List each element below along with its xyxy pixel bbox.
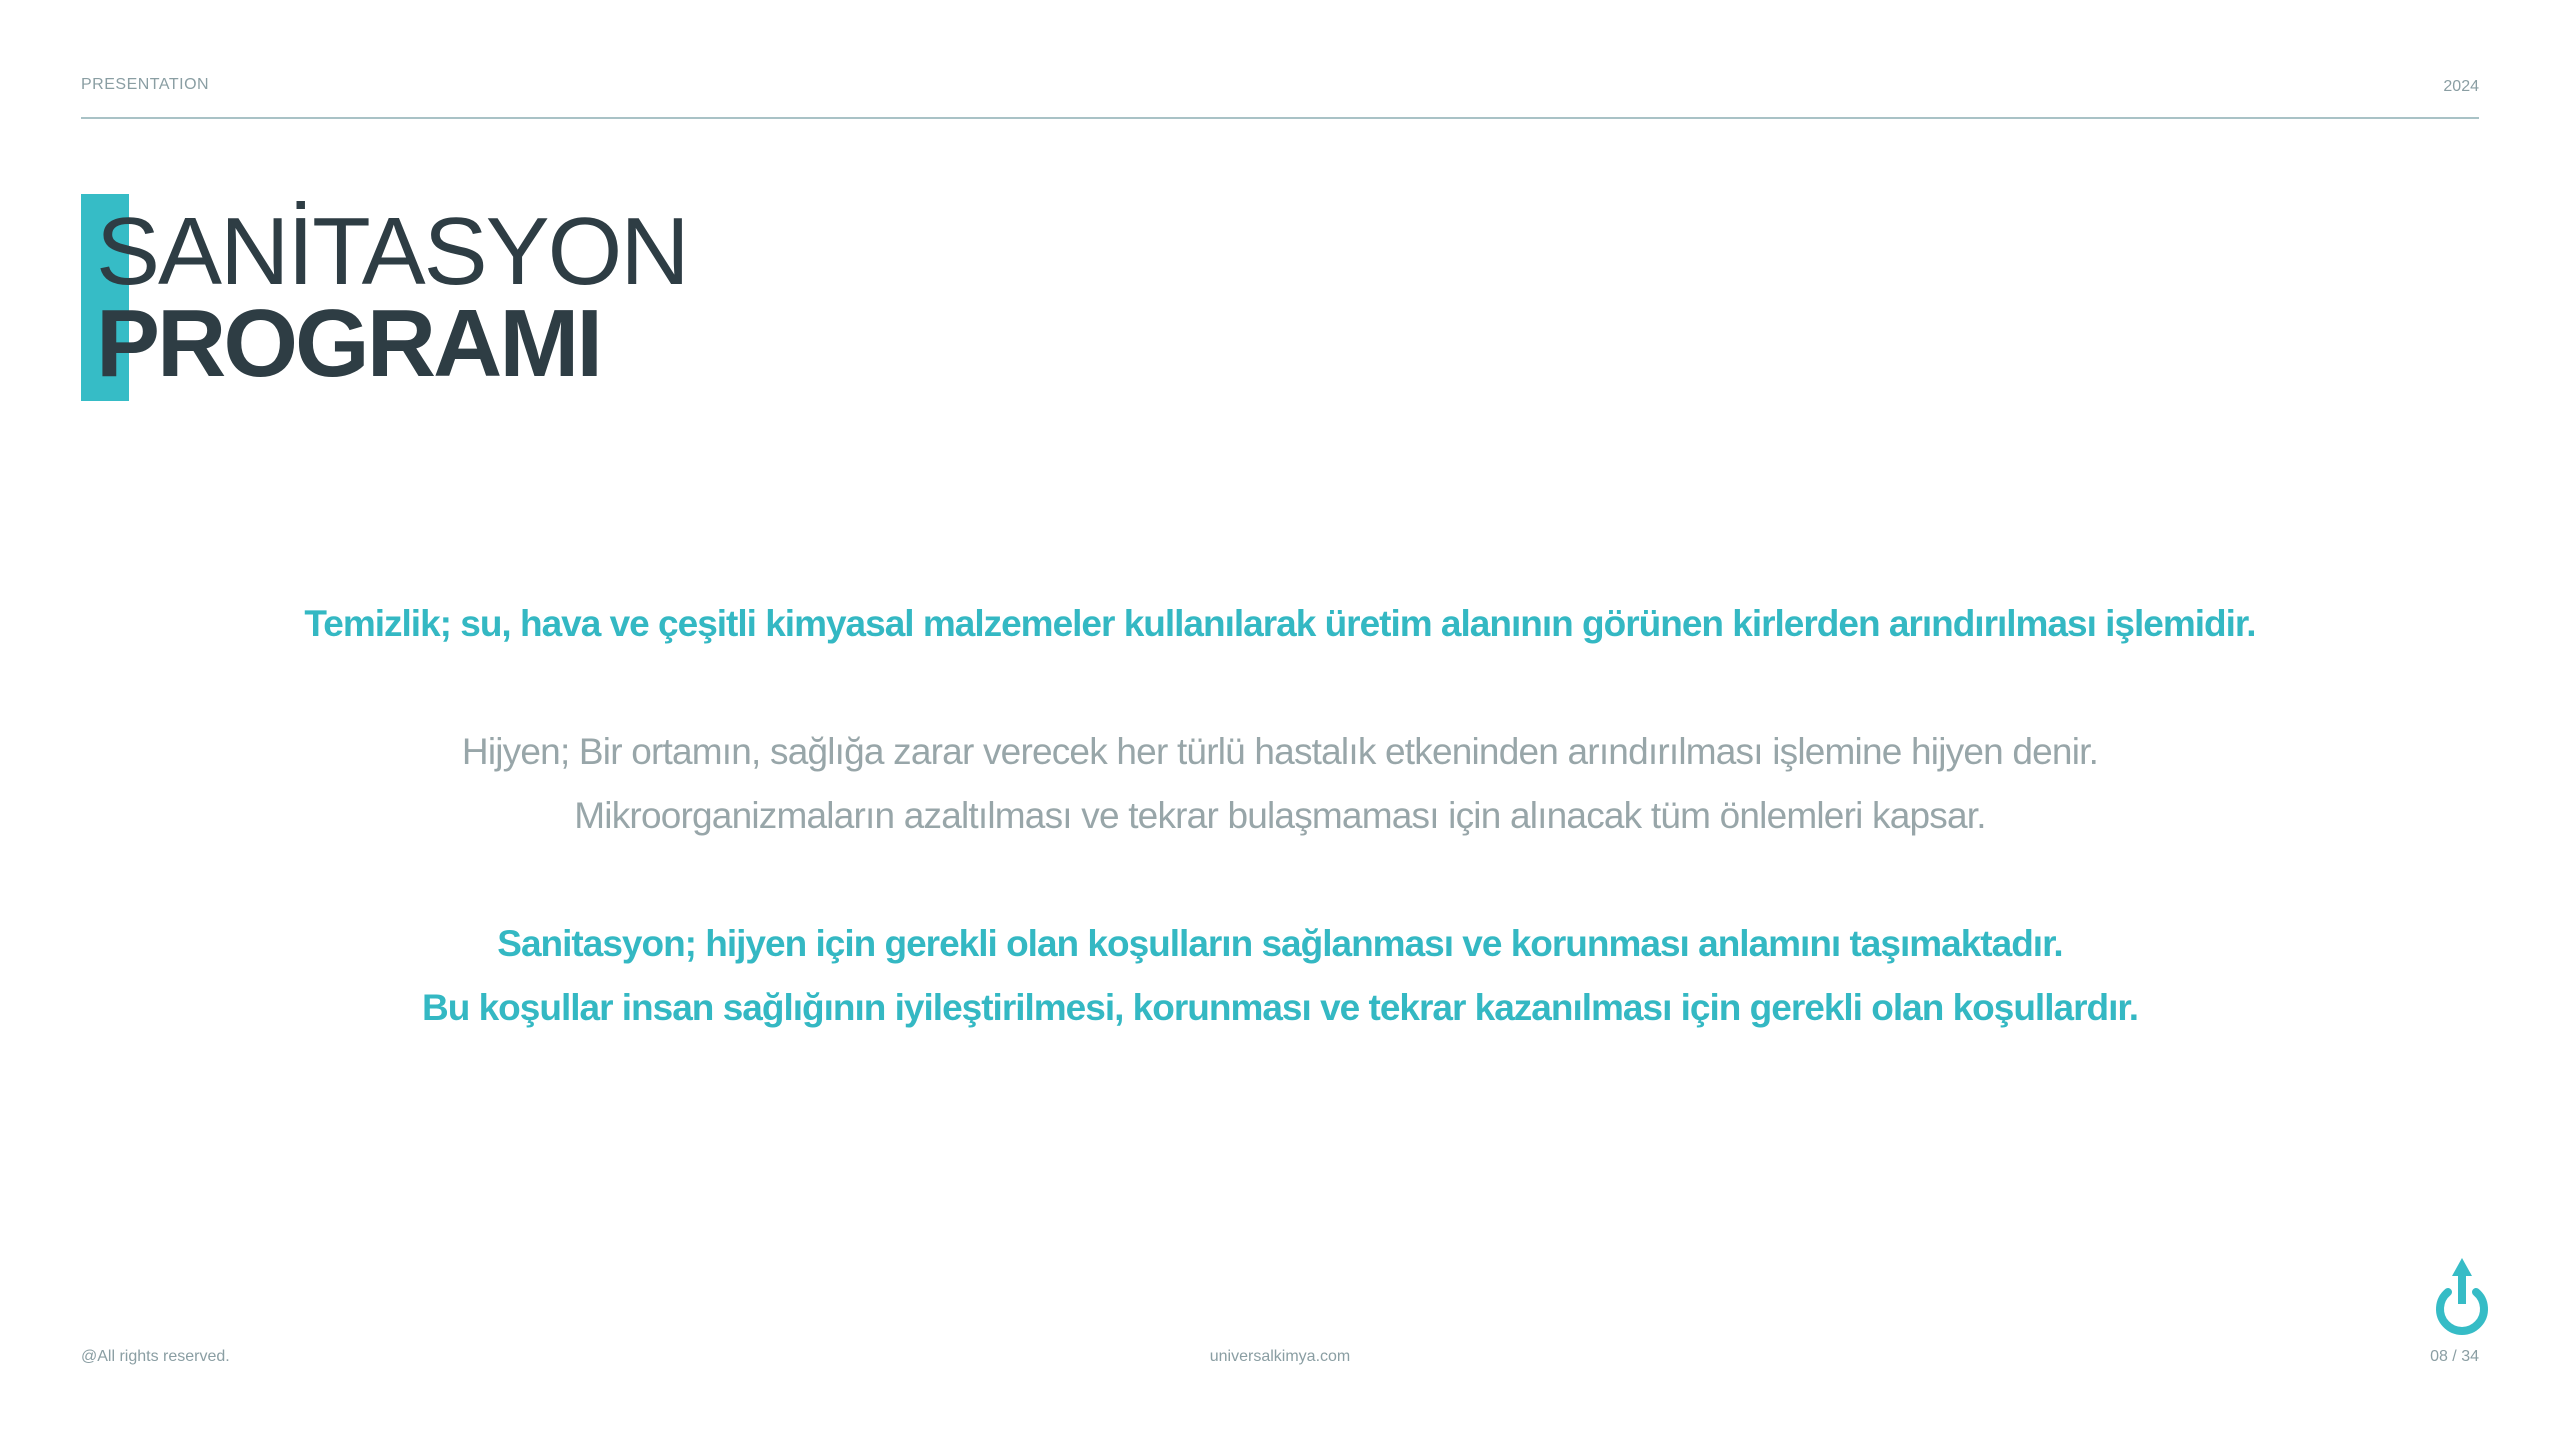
- paragraph-hygiene-line2: Mikroorganizmaların azaltılması ve tekrar bulaşmaması için alınacak tüm önlemleri kapsar.: [574, 795, 1986, 836]
- paragraph-sanitation-line2: Bu koşullar insan sağlığının iyileştirilmesi, korunması ve tekrar kazanılması için gerekli olan koşullardır.: [422, 987, 2138, 1028]
- water-drop-power-icon: [2430, 1258, 2494, 1338]
- page-title-line1: SANİTASYON: [96, 198, 688, 305]
- paragraph-hygiene: [0, 720, 2560, 848]
- paragraph-cleaning-text: Temizlik; su, hava ve çeşitli kimyasal malzemeler kullanılarak üretim alanının görünen kirlerden arındırılması işlemidir.: [304, 603, 2256, 644]
- page-title-line2: PROGRAMI: [96, 290, 600, 397]
- page-number: 08 / 34: [2430, 1348, 2479, 1365]
- footer-copyright: @All rights reserved.: [81, 1348, 230, 1365]
- paragraph-sanitation: [0, 912, 2560, 1040]
- paragraph-cleaning: [0, 592, 2560, 656]
- header-divider: [81, 117, 2479, 119]
- header-year: 2024: [2443, 78, 2479, 95]
- header-label: PRESENTATION: [81, 76, 210, 93]
- footer-website-link[interactable]: universalkimya.com: [1209, 1348, 1351, 1365]
- paragraph-sanitation-line1: Sanitasyon; hijyen için gerekli olan koşulların sağlanması ve korunması anlamını taşımaktadır.: [497, 923, 2063, 964]
- paragraph-hygiene-line1: Hijyen; Bir ortamın, sağlığa zarar verecek her türlü hastalık etkeninden arındırılması işlemine hijyen denir.: [461, 731, 2099, 772]
